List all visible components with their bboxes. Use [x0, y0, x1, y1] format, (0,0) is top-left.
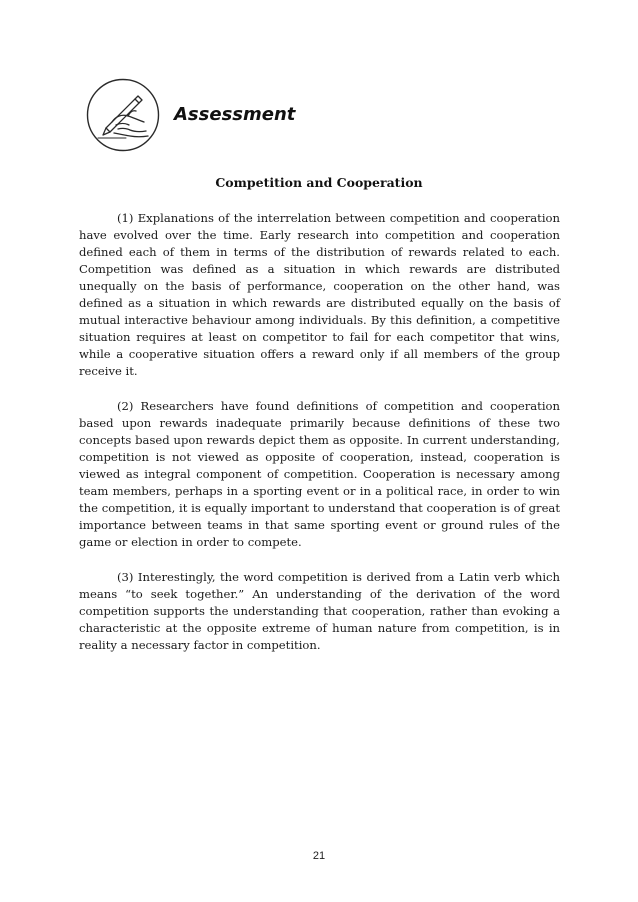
article-body [79, 210, 560, 672]
article-title: Competition and Cooperation [215, 175, 423, 190]
section-header [86, 78, 386, 154]
hand-writing-pencil-icon [86, 78, 160, 152]
paragraph-2: (2) Researchers have found definitions of competition and cooperation based upon rewards inadequate primarily because definitions of these two concepts based upon rewards depict them as opposite. In current understanding, competition is not viewed as opposite of cooperation, instead, cooperation is viewed as integral component of competition. Cooperation is necessary among team members, perhaps in a sporting event or in a political race, in order to win the competition, it is equally important to understand that cooperation is of great importance between teams in that same sporting event or ground rules of the game or election in order to compete. [79, 399, 560, 549]
page-number: 21 [312, 850, 326, 862]
paragraph-1: (1) Explanations of the interrelation between competition and cooperation have evolved over the time. Early research into competition and cooperation defined each of them in terms of the distribution of rewards related to each. Competition was defined as a situation in which rewards are distributed unequally on the basis of performance, cooperation on the other hand, was defined as a situation in which rewards are distributed equally on the basis of mutual interactive behaviour among individuals. By this definition, a competitive situation requires at least on competitor to fail for each competitor that wins, while a cooperative situation offers a reward only if all members of the group receive it. [79, 211, 560, 378]
paragraph-3: (3) Interestingly, the word competition is derived from a Latin verb which means “to seek together.” An understanding of the derivation of the word competition supports the understanding that cooperation, rather than evoking a characteristic at the opposite extreme of human nature from competition, is in reality a necessary factor in competition. [79, 570, 560, 652]
section-heading: Assessment [174, 104, 296, 125]
